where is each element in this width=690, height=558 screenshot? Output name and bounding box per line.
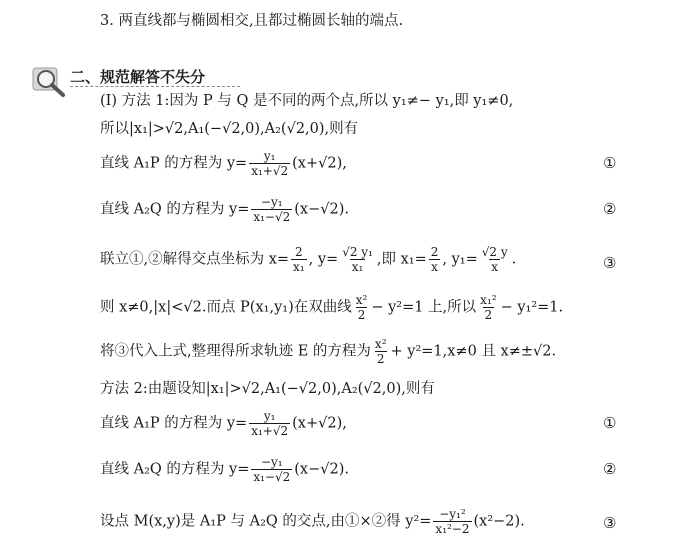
equation-line-a2q-m2 [100, 456, 349, 483]
fraction [429, 246, 441, 273]
numerator: 2 [430, 245, 439, 259]
fraction [291, 246, 307, 273]
equation-number: ② [603, 460, 617, 478]
condition-line [100, 294, 563, 321]
text: . [511, 251, 517, 268]
denominator: 2 [376, 352, 385, 366]
numerator: −y₁ [260, 455, 283, 469]
denominator: x [431, 260, 438, 274]
text: − y²=1 上,所以 [371, 299, 477, 316]
solution-line-1: (Ⅰ) 方法 1:因为 P 与 Q 是不同的两个点,所以 y₁≠− y₁,即 y₁≠0, [100, 93, 514, 109]
denominator: x₁−√2 [253, 210, 291, 224]
text: (x+√2), [292, 155, 347, 172]
text: + y²=1,x≠0 且 x≠±√2. [390, 343, 557, 360]
fraction [251, 196, 292, 223]
equation-number: ① [603, 154, 617, 172]
denominator: x₁−√2 [253, 470, 291, 484]
text: 联立①,②解得交点坐标为 x= [100, 251, 290, 268]
text: 直线 A₂Q 的方程为 y= [100, 201, 250, 218]
denominator: x₁ [351, 260, 364, 274]
numerator: 2 [295, 245, 303, 259]
text: 直线 A₁P 的方程为 y= [100, 415, 248, 432]
numerator: −y₁² [439, 507, 466, 521]
equation-number: ③ [603, 514, 617, 532]
section-underline [70, 86, 240, 87]
solution-line-2: 所以|x₁|>√2,A₁(−√2,0),A₂(√2,0),则有 [100, 121, 359, 137]
fraction [354, 294, 370, 321]
numerator: √2 y₁ [342, 245, 373, 259]
denominator: x₁+√2 [251, 164, 289, 178]
fraction [249, 410, 290, 437]
text: 直线 A₁P 的方程为 y= [100, 155, 248, 172]
section-title: 二、规范解答不失分 [70, 68, 206, 86]
fraction [251, 456, 292, 483]
numerator: x² [355, 293, 368, 307]
numerator: √2 y [481, 245, 508, 259]
fraction [249, 150, 290, 177]
text: − y₁²=1. [500, 299, 564, 316]
denominator: x₁ [293, 260, 305, 274]
method-2-line: 方法 2:由题设知|x₁|>√2,A₁(−√2,0),A₂(√2,0),则有 [100, 381, 435, 397]
text: (x+√2), [292, 415, 347, 432]
text: 直线 A₂Q 的方程为 y= [100, 461, 250, 478]
equation-line-a2q [100, 196, 349, 223]
equation-number: ① [603, 414, 617, 432]
text: , y= [308, 251, 339, 268]
numerator: x₁² [480, 293, 497, 307]
denominator: 2 [484, 308, 493, 322]
denominator: x₁²−2 [435, 522, 470, 536]
equation-line-a1p [100, 150, 347, 177]
text: 将③代入上式,整理得所求轨迹 E 的方程为 [100, 343, 371, 360]
text: 则 x≠0,|x|<√2.而点 P(x₁,y₁)在双曲线 [100, 299, 352, 316]
magnifier-icon [30, 64, 70, 98]
denominator: x [491, 260, 499, 274]
numerator: x² [374, 337, 387, 351]
equation-line-intersection [100, 246, 516, 273]
text: (x−√2). [294, 461, 349, 478]
top-line: 3. 两直线都与椭圆相交,且都过椭圆长轴的端点. [100, 13, 404, 29]
numerator: y₁ [263, 409, 276, 423]
denominator: x₁+√2 [251, 424, 289, 438]
text: (x²−2). [473, 513, 525, 530]
fraction [478, 294, 498, 321]
denominator: 2 [357, 308, 366, 322]
fraction [373, 338, 389, 365]
fraction [480, 246, 510, 273]
trajectory-line [100, 338, 556, 365]
numerator: −y₁ [260, 195, 283, 209]
equation-line-a1p-m2 [100, 410, 347, 437]
fraction [340, 246, 375, 273]
fraction [433, 508, 471, 535]
text: 设点 M(x,y)是 A₁P 与 A₂Q 的交点,由①×②得 y²= [100, 513, 432, 530]
text: (x−√2). [294, 201, 349, 218]
numerator: y₁ [263, 149, 276, 163]
text: ,即 x₁= [376, 251, 427, 268]
text: , y₁= [442, 251, 478, 268]
equation-number: ③ [603, 254, 617, 272]
product-line [100, 508, 525, 535]
equation-number: ② [603, 200, 617, 218]
